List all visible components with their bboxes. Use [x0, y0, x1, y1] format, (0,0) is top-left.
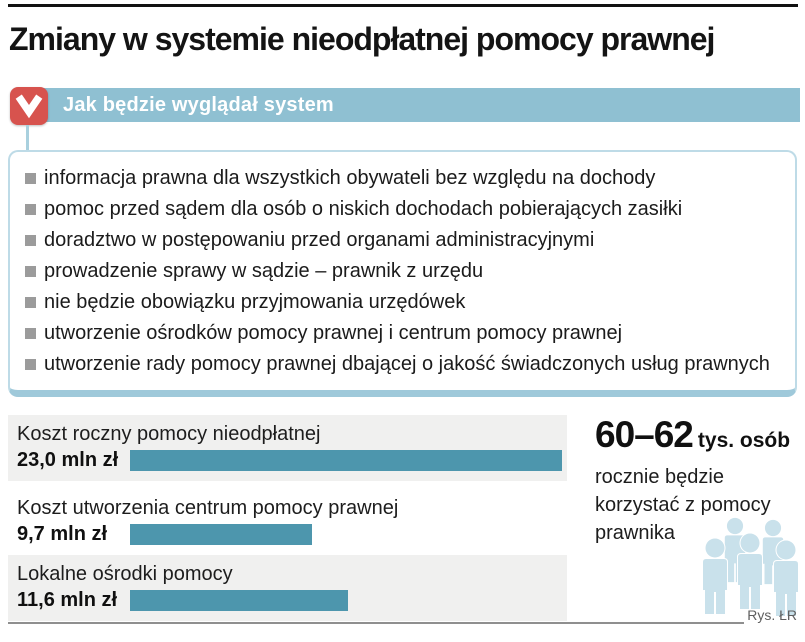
- page-title: Zmiany w systemie nieodpłatnej pomocy prawnej: [9, 21, 715, 57]
- list-item: [25, 349, 789, 380]
- cost-bar: [130, 590, 348, 611]
- list-item-text: utworzenie rady pomocy prawnej dbającej o jakość świadczonych usług prawnych: [44, 353, 770, 375]
- bar-category-label: Lokalne ośrodki pomocy: [17, 563, 233, 585]
- list-item-text: informacja prawna dla wszystkich obywateli bez względu na dochody: [44, 167, 656, 189]
- statistic-description: rocznie będzie korzystać z pomocy prawnika: [595, 466, 771, 544]
- chart-row: [8, 489, 567, 547]
- list-item: [25, 318, 789, 349]
- list-item-text: utworzenie ośrodków pomocy prawnej i centrum pomocy prawnej: [44, 322, 623, 344]
- bar-value-label: 9,7 mln zł: [17, 523, 108, 545]
- square-bullet-icon: [25, 359, 36, 370]
- statistic-unit: tys. osób: [697, 429, 791, 452]
- list-item-text: nie będzie obowiązku przyjmowania urzędówek: [44, 291, 466, 313]
- chevron-down-icon: [10, 87, 48, 125]
- chart-row: [8, 415, 567, 481]
- list-item-text: doradztwo w postępowaniu przed organami administracyjnymi: [44, 229, 595, 251]
- list-item: [25, 194, 789, 225]
- square-bullet-icon: [25, 235, 36, 246]
- statistic-number: 60–62: [595, 414, 693, 455]
- square-bullet-icon: [25, 266, 36, 277]
- square-bullet-icon: [25, 173, 36, 184]
- square-bullet-icon: [25, 328, 36, 339]
- cost-bar: [130, 524, 312, 545]
- section-banner: [29, 88, 800, 122]
- section-banner-label: Jak będzie wyglądał system: [63, 93, 334, 116]
- system-features-box: [8, 150, 797, 397]
- list-item: [25, 225, 789, 256]
- list-item: [25, 287, 789, 318]
- people-group-icon: [697, 506, 802, 618]
- top-divider: [8, 4, 798, 7]
- chart-row: [8, 555, 567, 621]
- bar-value-label: 11,6 mln zł: [17, 589, 118, 611]
- square-bullet-icon: [25, 204, 36, 215]
- system-features-list: [25, 163, 789, 380]
- banner-connector-line: [26, 125, 29, 151]
- cost-bar: [130, 450, 562, 471]
- bottom-divider: [8, 622, 744, 624]
- list-item-text: prowadzenie sprawy w sądzie – prawnik z urzędu: [44, 260, 484, 282]
- illustration-credit: Rys. ŁR: [747, 607, 797, 623]
- square-bullet-icon: [25, 297, 36, 308]
- bar-value-label: 23,0 mln zł: [17, 449, 119, 471]
- bar-category-label: Koszt utworzenia centrum pomocy prawnej: [17, 497, 399, 519]
- list-item: [25, 256, 789, 287]
- bar-category-label: Koszt roczny pomocy nieodpłatnej: [17, 423, 321, 445]
- list-item: [25, 163, 789, 194]
- list-item-text: pomoc przed sądem dla osób o niskich dochodach pobierających zasiłki: [44, 198, 683, 220]
